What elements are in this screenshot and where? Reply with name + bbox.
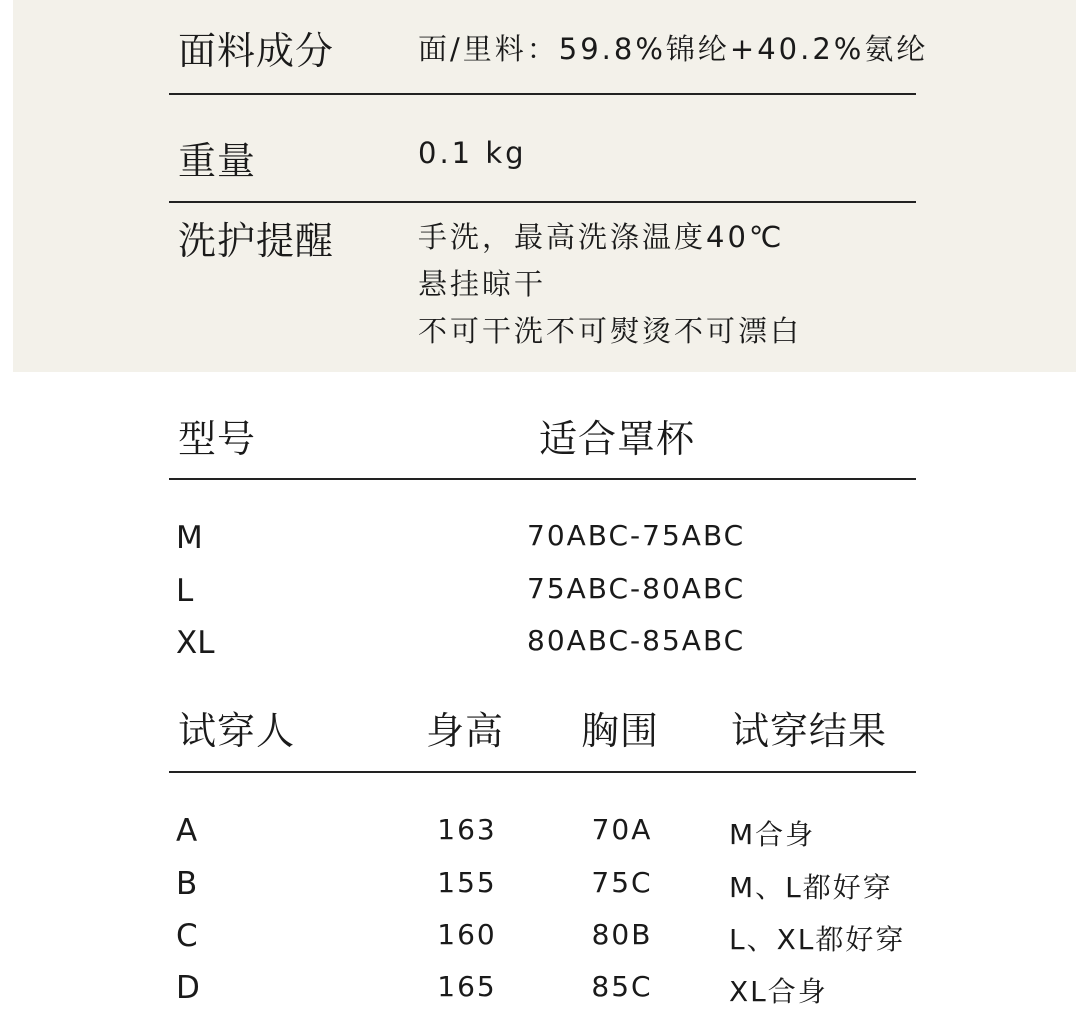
trial-bust: 70A xyxy=(591,813,653,846)
divider xyxy=(169,478,916,480)
size-name: XL xyxy=(176,625,215,661)
size-header-cup: 适合罩杯 xyxy=(539,417,696,461)
size-header-model: 型号 xyxy=(178,417,257,461)
trial-header-bust: 胸围 xyxy=(581,709,660,753)
weight-value: 0.1 kg xyxy=(418,136,527,170)
divider xyxy=(169,93,916,95)
trial-header-person: 试穿人 xyxy=(178,709,296,753)
size-name: M xyxy=(176,520,203,556)
size-cup-range: 75ABC-80ABC xyxy=(527,572,746,605)
trial-height: 155 xyxy=(437,866,497,899)
weight-label: 重量 xyxy=(178,139,257,183)
size-name: L xyxy=(176,573,194,609)
trial-result: M合身 xyxy=(729,818,816,851)
care-line: 悬挂晾干 xyxy=(418,267,547,301)
divider xyxy=(169,201,916,203)
trial-person: A xyxy=(176,813,198,849)
trial-person: D xyxy=(176,970,200,1006)
trial-header-height: 身高 xyxy=(426,709,505,753)
fabric-value: 面/里料：59.8%锦纶+40.2%氨纶 xyxy=(418,32,929,66)
trial-person: B xyxy=(176,866,198,902)
trial-height: 163 xyxy=(437,813,497,846)
care-line: 不可干洗不可熨烫不可漂白 xyxy=(418,314,803,348)
care-label: 洗护提醒 xyxy=(178,219,335,263)
fabric-label: 面料成分 xyxy=(178,29,335,73)
trial-height: 160 xyxy=(437,918,497,951)
trial-result: M、L都好穿 xyxy=(729,871,893,904)
trial-height: 165 xyxy=(437,970,497,1003)
size-cup-range: 80ABC-85ABC xyxy=(527,624,746,657)
trial-header-result: 试穿结果 xyxy=(731,709,888,753)
trial-bust: 75C xyxy=(591,866,653,899)
trial-person: C xyxy=(176,918,198,954)
trial-result: L、XL都好穿 xyxy=(729,923,906,956)
trial-bust: 85C xyxy=(591,970,653,1003)
trial-bust: 80B xyxy=(591,918,653,951)
size-cup-range: 70ABC-75ABC xyxy=(527,519,746,552)
care-line: 手洗，最高洗涤温度40℃ xyxy=(418,220,785,254)
trial-result: XL合身 xyxy=(729,975,828,1008)
divider xyxy=(169,771,916,773)
